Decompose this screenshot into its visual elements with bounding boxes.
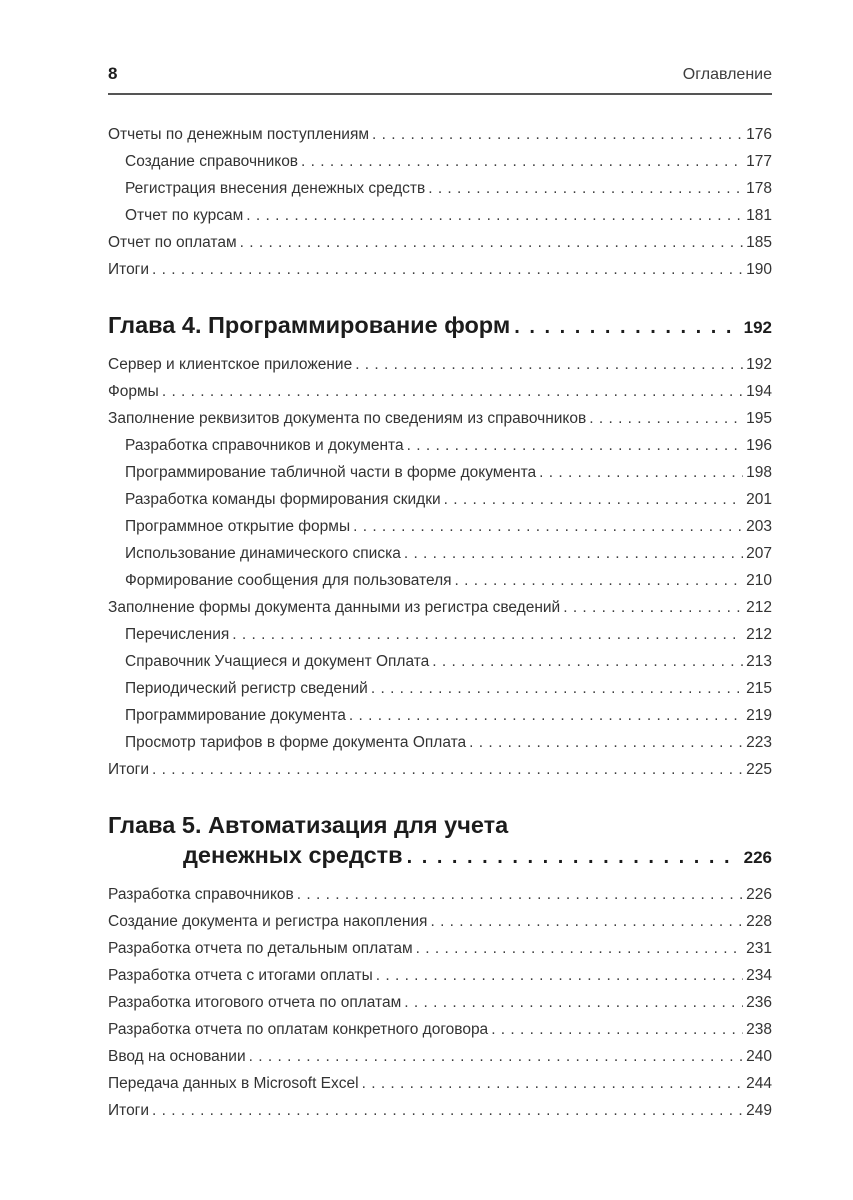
chapter-line-1 — [108, 810, 772, 840]
toc-entry-title: Отчет по курсам — [125, 207, 244, 224]
toc-entry-title: Использование динамического списка — [125, 545, 401, 562]
dot-leader — [430, 908, 743, 935]
toc-entry-page: 225 — [746, 761, 772, 778]
dot-leader — [152, 256, 743, 283]
toc-entry-page: 231 — [746, 940, 772, 957]
toc-entry-title: Заполнение реквизитов документа по сведениям из справочников — [108, 410, 587, 427]
toc-entry-page: 223 — [746, 734, 772, 751]
toc-entry — [108, 459, 772, 486]
toc-entry-title: Создание документа и регистра накопления — [108, 913, 428, 930]
toc-entry-page: 219 — [746, 707, 772, 724]
toc — [108, 121, 772, 1124]
toc-entry — [108, 202, 772, 229]
toc-entry-page: 195 — [746, 410, 772, 427]
toc-entry — [108, 1070, 772, 1097]
toc-entry-title: Разработка справочников и документа — [125, 437, 404, 454]
chapter-heading — [108, 310, 772, 343]
toc-entry — [108, 256, 772, 283]
toc-entry — [108, 881, 772, 908]
dot-leader — [514, 310, 739, 342]
dot-leader — [232, 621, 743, 648]
dot-leader — [249, 1043, 744, 1070]
toc-entry — [108, 594, 772, 621]
dot-leader — [455, 567, 744, 594]
dot-leader — [407, 840, 740, 872]
toc-entry-title: Программирование табличной части в форме документа — [125, 464, 537, 481]
dot-leader — [589, 405, 743, 432]
chapter-title-line2: денежных средств — [183, 842, 403, 868]
toc-entry — [108, 378, 772, 405]
toc-entries-group — [108, 121, 772, 283]
toc-entry-title: Итоги — [108, 1102, 149, 1119]
toc-entry-page: 196 — [746, 437, 772, 454]
toc-entry — [108, 432, 772, 459]
chapter-title-line1: Глава 4. Программирование форм — [108, 312, 511, 338]
toc-entry-title: Итоги — [108, 261, 149, 278]
dot-leader — [355, 351, 743, 378]
page-number: 8 — [108, 64, 118, 83]
toc-entry-page: 201 — [746, 491, 772, 508]
toc-entry-page: 244 — [746, 1075, 772, 1092]
chapter-heading — [108, 810, 772, 873]
toc-entry-title: Сервер и клиентское приложение — [108, 356, 353, 373]
toc-entry-title: Периодический регистр сведений — [125, 680, 368, 697]
dot-leader — [444, 486, 743, 513]
toc-entry-title: Разработка отчета с итогами оплаты — [108, 967, 373, 984]
dot-leader — [416, 935, 743, 962]
toc-entry — [108, 908, 772, 935]
toc-entry-title: Разработка команды формирования скидки — [125, 491, 441, 508]
toc-entry-title: Создание справочников — [125, 153, 299, 170]
dot-leader — [349, 702, 743, 729]
toc-entry — [108, 621, 772, 648]
toc-entry-page: 177 — [746, 153, 772, 170]
toc-entry — [108, 229, 772, 256]
toc-entry-page: 203 — [746, 518, 772, 535]
toc-entry-title: Разработка итогового отчета по оплатам — [108, 994, 402, 1011]
toc-entry-page: 228 — [746, 913, 772, 930]
toc-entry-page: 234 — [746, 967, 772, 984]
toc-entry — [108, 567, 772, 594]
dot-leader — [563, 594, 743, 621]
dot-leader — [297, 881, 743, 908]
toc-entry-title: Отчеты по денежным поступлениям — [108, 126, 370, 143]
toc-entry — [108, 540, 772, 567]
toc-entry-page: 215 — [746, 680, 772, 697]
page-header — [108, 64, 772, 95]
toc-entry-page: 185 — [746, 234, 772, 251]
toc-entry-page: 249 — [746, 1102, 772, 1119]
toc-entry — [108, 729, 772, 756]
dot-leader — [240, 229, 744, 256]
chapter-page: 226 — [743, 848, 772, 867]
toc-entry-title: Ввод на основании — [108, 1048, 246, 1065]
toc-entry — [108, 702, 772, 729]
toc-entry — [108, 175, 772, 202]
toc-entry — [108, 351, 772, 378]
page-header-title: Оглавление — [682, 66, 772, 83]
dot-leader — [376, 962, 743, 989]
toc-entry-page: 176 — [746, 126, 772, 143]
toc-entry-page: 238 — [746, 1021, 772, 1038]
dot-leader — [372, 121, 743, 148]
dot-leader — [152, 756, 743, 783]
toc-entry — [108, 148, 772, 175]
toc-entry-title: Программирование документа — [125, 707, 346, 724]
chapter-title-line1: Глава 5. Автоматизация для учета — [108, 812, 509, 838]
toc-entry-title: Формирование сообщения для пользователя — [125, 572, 452, 589]
toc-entry — [108, 648, 772, 675]
chapter-line-2 — [108, 840, 772, 873]
dot-leader — [469, 729, 743, 756]
toc-entry-page: 181 — [746, 207, 772, 224]
chapter-line-1 — [108, 310, 772, 343]
dot-leader — [371, 675, 743, 702]
toc-entry-title: Разработка отчета по детальным оплатам — [108, 940, 413, 957]
toc-entry-page: 213 — [746, 653, 772, 670]
toc-entry-title: Итоги — [108, 761, 149, 778]
toc-entry — [108, 935, 772, 962]
dot-leader — [246, 202, 743, 229]
dot-leader — [407, 432, 744, 459]
toc-entry — [108, 675, 772, 702]
toc-entry-page: 226 — [746, 886, 772, 903]
toc-entries-group — [108, 881, 772, 1124]
toc-entry-page: 212 — [746, 599, 772, 616]
chapter-page: 192 — [743, 318, 772, 337]
dot-leader — [353, 513, 743, 540]
dot-leader — [404, 989, 743, 1016]
toc-entry-page: 236 — [746, 994, 772, 1011]
toc-entry-page: 210 — [746, 572, 772, 589]
toc-entry — [108, 756, 772, 783]
toc-entry — [108, 1043, 772, 1070]
toc-entry-page: 190 — [746, 261, 772, 278]
toc-entry-title: Программное открытие формы — [125, 518, 351, 535]
toc-entry — [108, 121, 772, 148]
dot-leader — [539, 459, 743, 486]
dot-leader — [432, 648, 743, 675]
toc-entry — [108, 989, 772, 1016]
toc-entry-page: 192 — [746, 356, 772, 373]
toc-entry — [108, 962, 772, 989]
dot-leader — [301, 148, 743, 175]
dot-leader — [491, 1016, 743, 1043]
toc-entry-page: 198 — [746, 464, 772, 481]
toc-entry — [108, 486, 772, 513]
toc-entry-title: Просмотр тарифов в форме документа Оплата — [125, 734, 467, 751]
toc-entry — [108, 1097, 772, 1124]
toc-entry-page: 194 — [746, 383, 772, 400]
toc-entry-title: Регистрация внесения денежных средств — [125, 180, 426, 197]
toc-entry-title: Формы — [108, 383, 159, 400]
toc-entry-title: Разработка отчета по оплатам конкретного договора — [108, 1021, 489, 1038]
toc-entry-page: 212 — [746, 626, 772, 643]
dot-leader — [404, 540, 743, 567]
toc-entry — [108, 1016, 772, 1043]
toc-entry-title: Передача данных в Microsoft Excel — [108, 1075, 359, 1092]
toc-entry-page: 178 — [746, 180, 772, 197]
toc-entries-group — [108, 351, 772, 783]
toc-entry-title: Отчет по оплатам — [108, 234, 237, 251]
toc-entry-page: 240 — [746, 1048, 772, 1065]
toc-entry-title: Справочник Учащиеся и документ Оплата — [125, 653, 430, 670]
dot-leader — [428, 175, 743, 202]
dot-leader — [162, 378, 743, 405]
toc-entry-title: Разработка справочников — [108, 886, 294, 903]
dot-leader — [152, 1097, 743, 1124]
dot-leader — [362, 1070, 744, 1097]
toc-entry-page: 207 — [746, 545, 772, 562]
toc-entry — [108, 405, 772, 432]
toc-entry-title: Заполнение формы документа данными из регистра сведений — [108, 599, 561, 616]
toc-entry — [108, 513, 772, 540]
toc-entry-title: Перечисления — [125, 626, 230, 643]
